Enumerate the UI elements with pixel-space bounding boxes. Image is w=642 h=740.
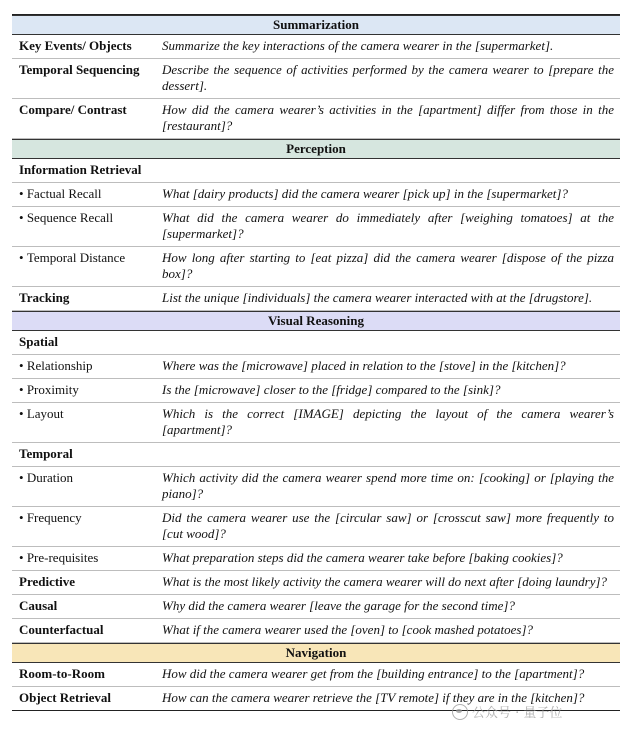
- wechat-icon: [452, 704, 468, 720]
- table-row: [12, 331, 620, 355]
- table-row: [12, 443, 620, 467]
- table-row: [12, 595, 620, 619]
- category-label: Room-to-Room: [19, 666, 105, 681]
- table-row: [12, 571, 620, 595]
- table-row: [12, 99, 620, 139]
- example-question: Which activity did the camera wearer spend more time on: [cooking] or [playing the piano]?: [162, 470, 614, 501]
- category-label: Tracking: [19, 290, 70, 305]
- example-question: Where was the [microwave] placed in relation to the [stove] in the [kitchen]?: [162, 358, 566, 373]
- table-row: [12, 507, 620, 547]
- table-row: [12, 467, 620, 507]
- example-question: Did the camera wearer use the [circular saw] or [crosscut saw] more frequently to [cut wood]?: [162, 510, 614, 541]
- example-question: Is the [microwave] closer to the [fridge] compared to the [sink]?: [162, 382, 501, 397]
- table-row: [12, 247, 620, 287]
- example-question: What if the camera wearer used the [oven] to [cook mashed potatoes]?: [162, 622, 534, 637]
- category-label: Key Events/ Objects: [19, 38, 132, 53]
- example-question: How can the camera wearer retrieve the [TV remote] if they are in the [kitchen]?: [162, 690, 585, 705]
- example-question: Summarize the key interactions of the camera wearer in the [supermarket].: [162, 38, 554, 53]
- table-row: [12, 403, 620, 443]
- category-label: Causal: [19, 598, 58, 613]
- example-question: Describe the sequence of activities performed by the camera wearer to [prepare the dessert].: [162, 62, 614, 93]
- example-question: What did the camera wearer do immediately after [weighing tomatoes] at the [supermarket]?: [162, 210, 614, 241]
- taxonomy-table: [12, 14, 620, 711]
- category-label: Information Retrieval: [19, 162, 142, 177]
- example-question: How did the camera wearer’s activities in the [apartment] differ from those in the [restaurant]?: [162, 102, 614, 133]
- table-row: [12, 183, 620, 207]
- example-question: Why did the camera wearer [leave the garage for the second time]?: [162, 598, 515, 613]
- table-row: [12, 59, 620, 99]
- section-header-perception: Perception: [12, 139, 620, 159]
- table-row: [12, 207, 620, 247]
- table-row: [12, 547, 620, 571]
- category-label: Compare/ Contrast: [19, 102, 127, 117]
- example-question: What preparation steps did the camera wearer take before [baking cookies]?: [162, 550, 563, 565]
- watermark: [452, 702, 562, 721]
- category-label: • Factual Recall: [12, 186, 162, 202]
- table-row: [12, 379, 620, 403]
- category-label: Object Retrieval: [19, 690, 112, 705]
- example-question: What is the most likely activity the camera wearer will do next after [doing laundry]?: [162, 574, 608, 589]
- table-row: [12, 663, 620, 687]
- example-question: What [dairy products] did the camera wearer [pick up] in the [supermarket]?: [162, 186, 568, 201]
- category-label: • Duration: [12, 470, 162, 486]
- category-label: • Relationship: [12, 358, 162, 374]
- table-row: [12, 619, 620, 643]
- section-header-navigation: Navigation: [12, 643, 620, 663]
- category-label: Temporal Sequencing: [19, 62, 140, 77]
- category-label: • Proximity: [12, 382, 162, 398]
- section-header-summarization: Summarization: [12, 15, 620, 35]
- table-row: [12, 35, 620, 59]
- table-row: [12, 287, 620, 311]
- category-label: Counterfactual: [19, 622, 104, 637]
- table-row: [12, 159, 620, 183]
- example-question: How long after starting to [eat pizza] did the camera wearer [dispose of the pizza box]?: [162, 250, 614, 281]
- category-label: • Temporal Distance: [12, 250, 162, 266]
- category-label: • Frequency: [12, 510, 162, 526]
- section-header-visual-reasoning: Visual Reasoning: [12, 311, 620, 331]
- category-label: • Layout: [12, 406, 162, 422]
- category-label: • Pre-requisites: [12, 550, 162, 566]
- category-label: • Sequence Recall: [12, 210, 162, 226]
- category-label: Predictive: [19, 574, 76, 589]
- watermark-text: 公众号 · 量子位: [472, 706, 563, 721]
- category-label: Spatial: [19, 334, 59, 349]
- example-question: How did the camera wearer get from the [building entrance] to the [apartment]?: [162, 666, 585, 681]
- example-question: List the unique [individuals] the camera wearer interacted with at the [drugstore].: [162, 290, 593, 305]
- table-row: [12, 355, 620, 379]
- category-label: Temporal: [19, 446, 73, 461]
- example-question: Which is the correct [IMAGE] depicting the layout of the camera wearer’s [apartment]?: [162, 406, 614, 437]
